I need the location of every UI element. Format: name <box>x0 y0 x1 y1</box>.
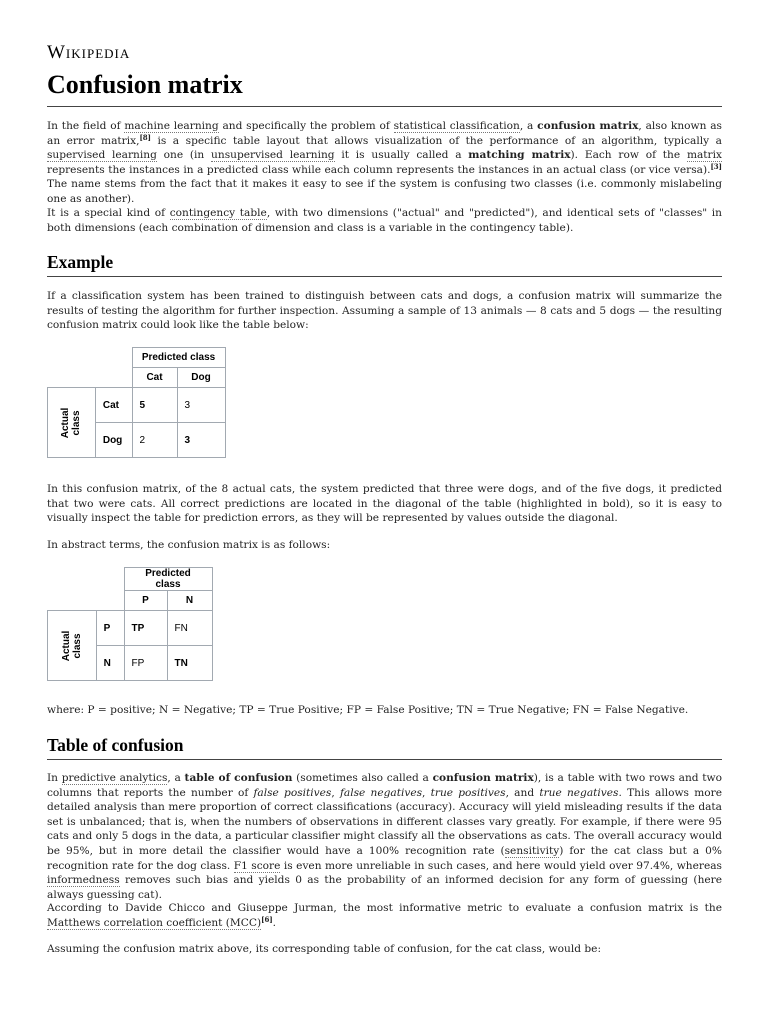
link-f1-score[interactable]: F1 score <box>233 859 281 872</box>
row-label: Cat <box>95 388 132 423</box>
citation-6[interactable]: [6] <box>261 914 273 924</box>
matrix-cell: TN <box>167 646 212 681</box>
link-sensitivity[interactable]: sensitivity <box>504 844 560 857</box>
col-label: N <box>167 591 212 611</box>
matrix-cell: 3 <box>177 388 225 423</box>
matrix-cell: 5 <box>132 388 177 423</box>
matrix-cell: FN <box>167 611 212 646</box>
link-contingency-table[interactable]: contingency table <box>169 207 267 219</box>
term-matching-matrix: matching matrix <box>468 149 571 162</box>
example-paragraph-1: If a classification system has been trained to distinguish between cats and dogs, a confusion matrix will summarize the results of testing the algorithm for further inspection. Assuming a sample of 13 animals — 8 cats and 5 dogs — the resulting confusion matrix could look like the table below: <box>47 290 722 332</box>
term-confusion-matrix: confusion matrix <box>537 120 639 132</box>
link-informedness[interactable]: informedness <box>47 874 120 887</box>
table-of-confusion-paragraph-1: In predictive analytics, a table of confusion (sometimes also called a confusion matrix), is a table with two rows and two columns that reports the number of false positives, false negatives, true positives, and true negatives. This allows more detailed analysis than mere proportion of correct classifications (accuracy). Accuracy will yield misleading results if the data set is unbalanced; that is, when the numbers of observations in different classes vary greatly. For example, if there were 95 cats and only 5 dogs in the data, a particular classifier might classify all the observations as cats. The overall accuracy would be 95%, but in more detail the classifier would have a 100% recognition rate (sensitivity) for the cat class but a 0% recognition rate for the dog class. F1 score is even more unreliable in such cases, and here would yield over 97.4%, whereas informedness removes such bias and yields 0 as the probability of an informed decision for any form of guessing (here always guessing cat). <box>47 772 722 901</box>
citation-8[interactable]: [8] <box>139 132 151 142</box>
term-table-of-confusion: table of confusion <box>184 772 293 784</box>
example-paragraph-2: In this confusion matrix, of the 8 actual cats, the system predicted that three were dogs, and of the five dogs, it predicted that two were cats. All correct predictions are located in the diagonal of the table (highlighted in bold), so it is easy to visually inspect the table for prediction errors, as they will be represented by values outside the diagonal. <box>47 483 722 525</box>
table-of-confusion-paragraph-2: According to Davide Chicco and Giuseppe Jurman, the most informative metric to evaluate a confusion matrix is the Matthews correlation coefficient (MCC)[6]. <box>47 902 722 929</box>
matrix-cell: FP <box>124 646 167 681</box>
table-of-confusion-paragraph-3: Assuming the confusion matrix above, its corresponding table of confusion, for the cat class, would be: <box>47 943 602 955</box>
link-matthews-correlation-coefficient[interactable]: Matthews correlation coefficient (MCC) <box>47 916 262 929</box>
example-paragraph-4: where: P = positive; N = Negative; TP = True Positive; FP = False Positive; TN = True Negative; FN = False Negative. <box>47 704 689 716</box>
intro-paragraph-1: In the field of machine learning and specifically the problem of statistical classification, a confusion matrix, also known as an error matrix,[8] is a specific table layout that allows visualization of the performance of an algorithm, typically a supervised learning one (in unsupervised learning it is usually called a matching matrix). Each row of the matrix represents the instances in a predicted class while each column represents the instances in an actual class (or vice versa).[3] The name stems from the fact that it makes it easy to see if the system is confusing two classes (i.e. commonly mislabeling one as another). <box>47 120 722 205</box>
predicted-class-header: Predicted class <box>124 568 212 591</box>
link-matrix[interactable]: matrix <box>686 149 722 162</box>
matrix-cell: TP <box>124 611 167 646</box>
intro-paragraph-2: It is a special kind of contingency table, with two dimensions ("actual" and "predicted"), and identical sets of "classes" in both dimensions (each combination of dimension and class is a variable in the contingency table). <box>47 207 722 234</box>
row-label: Dog <box>95 423 132 458</box>
row-label: P <box>96 611 124 646</box>
link-machine-learning[interactable]: machine learning <box>124 120 219 132</box>
col-label: Dog <box>177 368 225 388</box>
actual-class-header: Actual class <box>48 388 96 458</box>
citation-3[interactable]: [3] <box>710 161 722 171</box>
example-paragraph-3: In abstract terms, the confusion matrix is as follows: <box>47 539 331 551</box>
matrix-cell: 2 <box>132 423 177 458</box>
term-confusion-matrix: confusion matrix <box>432 772 534 784</box>
link-predictive-analytics[interactable]: predictive analytics <box>61 772 168 784</box>
col-label: Cat <box>132 368 177 388</box>
actual-class-header: Actual class <box>48 611 97 681</box>
row-label: N <box>96 646 124 681</box>
confusion-matrix-table-cats-dogs <box>47 347 226 458</box>
page-title: Confusion matrix <box>47 70 722 107</box>
section-heading-table-of-confusion: Table of confusion <box>47 735 722 760</box>
wikipedia-wordmark[interactable]: Wikipedia <box>47 42 131 63</box>
section-heading-example: Example <box>47 252 722 277</box>
matrix-cell: 3 <box>177 423 225 458</box>
link-supervised-learning[interactable]: supervised learning <box>47 149 157 162</box>
link-statistical-classification[interactable]: statistical classification <box>393 120 520 132</box>
predicted-class-header: Predicted class <box>132 348 225 368</box>
col-label: P <box>124 591 167 611</box>
link-unsupervised-learning[interactable]: unsupervised learning <box>211 149 335 162</box>
confusion-matrix-table-abstract <box>47 567 213 681</box>
